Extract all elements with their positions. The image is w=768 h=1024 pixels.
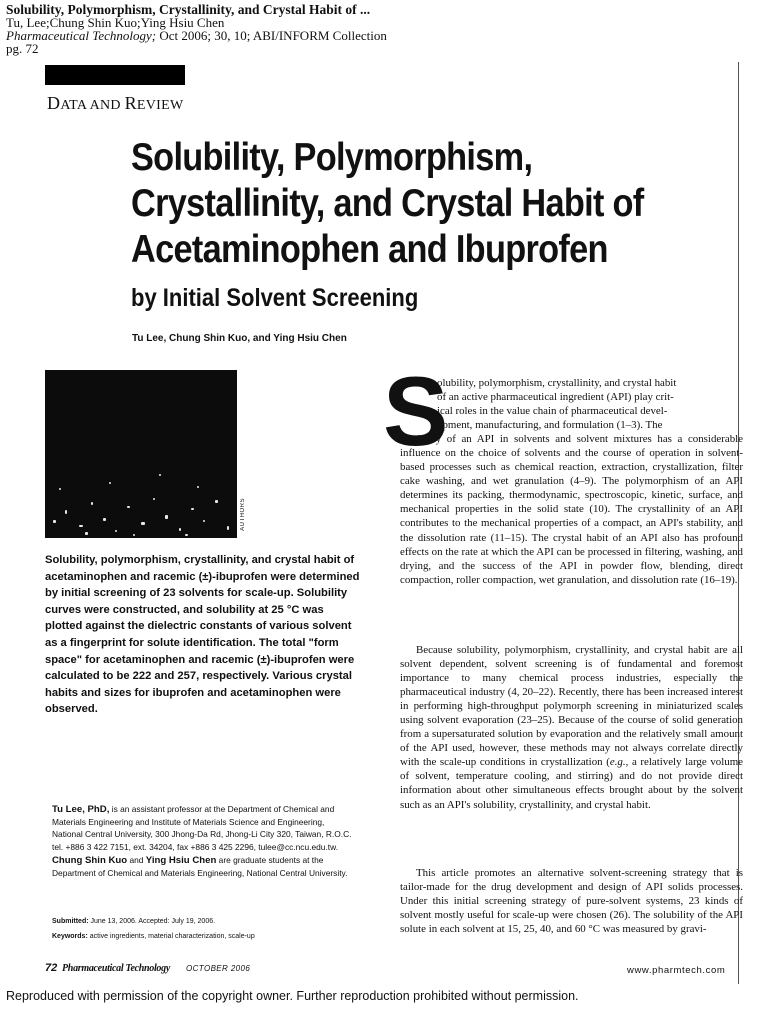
keywords-label: Keywords: <box>52 933 88 940</box>
body-paragraph-1 <box>400 376 743 587</box>
bio-lead-name: Tu Lee, PhD, <box>52 804 110 815</box>
article-byline: Tu Lee, Chung Shin Kuo, and Ying Hsiu Chen <box>132 333 347 344</box>
bio-coauthor-1: Chung Shin Kuo <box>52 854 128 866</box>
section-word-and: AND <box>86 98 125 113</box>
body-p1-line-2: of an active pharmaceutical ingredient (API) play crit- <box>437 391 674 404</box>
body-p1-line-3: ical roles in the value chain of pharmaceutical devel- <box>437 405 668 418</box>
dates-label: Submitted: <box>52 918 89 925</box>
article-abstract: Solubility, polymorphism, crystallinity, and crystal habit of acetaminophen and racemic (±)-ibuprofen were determined by initial screening of 23 solvents for scale-up. Solubility curves were constructed, and solubility at 25 °C was plotted against the dielectric constants of various solvent as a fingerprint for solute identification. The total "form space" for acetaminophen and racemic (±)-ibuprofen were calculated to be 222 and 257, respectively. Various crystal habits and sizes for ibuprofen and acetaminophen were observed. <box>45 554 360 716</box>
body-paragraph-2 <box>400 643 743 812</box>
bio-lead-text: is an assistant professor at the Department of Chemical and Materials Engineering and Institute of Materials Science and Engineering, National Central University, 300 Jhong-Da Rd, Jhong-Li City 320, Taiwan, R.O.C. tel. +886 3 422 7151, ext. 34204, fax +886 3 425 2296, tulee@cc.ncu.edu.tw. <box>52 804 352 852</box>
source-issue-info: Oct 2006; 30, 10; ABI/INFORM Collection <box>156 28 387 43</box>
title-line-3: Acetaminophen and Ibuprofen <box>131 228 608 271</box>
bio-coauthor-text: are graduate students at the Department of Chemical and Materials Engineering, National Central University. <box>52 854 348 879</box>
article-subtitle: by Initial Solvent Screening <box>131 284 419 312</box>
copyright-notice: Reproduced with permission of the copyright owner. Further reproduction prohibited without permission. <box>6 989 579 1003</box>
body-p1-rest: solubility of an API in solvents and solvent mixtures has a considerable influence on the choice of solvents and the course of operation in solvent-based processes such as chemical reaction, extraction, crystallization, filter cake washing, and wet granulation (4–9). The polymorphism of an API determines its packing, thermodynamic, spectroscopic, kinetic, surface, and mechanical properties in the solid state (10). The crystallinity of an API contributes to the mechanical properties of a compact, an API's stability, and the dissolution rate (11–15). The crystal habit of an API also has profound effects on the rate at which the API can be processed in filtering, washing, and drying, and the success of the API in powder flow, blending, direct compaction, roller compaction, wet granulation, and dissolution rate (16–19). <box>400 433 743 586</box>
section-letter-r: R <box>124 93 137 113</box>
section-word-ata: ATA <box>60 98 87 113</box>
photo-credit: AUTHORS <box>240 498 246 531</box>
footer-issue: OCTOBER 2006 <box>186 964 251 973</box>
footer-url: www.pharmtech.com <box>627 965 726 976</box>
body-paragraph-3: This article promotes an alternative solvent-screening strategy that is tailor-made for the drug development and design of API solids processes. Under this initial screening strategy of pure-solvent systems, 23 kinds of solvent mostly useful for scale-up were chosen (26). The solubility of the API solute in each solvent at 15, 25, 40, and 60 °C was measured by gravi- <box>400 867 743 936</box>
section-label <box>47 93 184 114</box>
redaction-bar <box>45 65 185 85</box>
bio-coauthor-2: Ying Hsiu Chen <box>145 854 217 866</box>
dates-text: June 13, 2006. Accepted: July 19, 2006. <box>88 918 216 925</box>
article-keywords <box>52 932 352 941</box>
submission-dates <box>52 917 352 926</box>
title-line-1: Solubility, Polymorphism, <box>131 136 533 179</box>
source-authors: Tu, Lee;Chung Shin Kuo;Ying Hsiu Chen <box>6 15 225 30</box>
source-journal-line <box>6 28 387 44</box>
keywords-text: active ingredients, material characterization, scale-up <box>87 933 255 940</box>
source-page: pg. 72 <box>6 41 39 56</box>
drop-cap: S <box>383 356 449 466</box>
section-word-eview: EVIEW <box>136 98 184 113</box>
source-journal-name: Pharmaceutical Technology; <box>6 28 157 43</box>
body-p1-line-1: olubility, polymorphism, crystallinity, and crystal habit <box>437 377 677 389</box>
section-letter-d: D <box>47 93 61 113</box>
bio-and: and <box>127 854 146 865</box>
source-article-title: Solubility, Polymorphism, Crystallinity, and Crystal Habit of ... <box>6 2 371 17</box>
body-p2-before: Because solubility, polymorphism, crystallinity, and crystal habit are all solvent dependent, solvent screening is of fundamental and foremost importance to many chemical process industries, especially the pharmaceutical industry (4, 20–22). Recently, there has been increased interest in performing high-throughput polymorph screening in miniaturized scales using solvent evaporation (23–25). Because of the course of solid generation from a supersaturated solution by evaporation and the relatively small amount of the API used, however, these methods may not always correlate directly with the scale-up conditions in crystallization ( <box>400 644 743 769</box>
author-bio <box>52 803 352 879</box>
body-p2-eg: e.g. <box>609 756 626 769</box>
footer-magazine-name: Pharmaceutical Technology <box>62 963 170 974</box>
title-line-2: Crystallinity, and Crystal Habit of <box>131 182 644 225</box>
body-p1-line-4: opment, manufacturing, and formulation (1–3). The <box>437 419 663 432</box>
article-title <box>131 135 677 273</box>
body-p2-after: , a relatively large volume of solvent, temperature cooling, and stirring) and do not provide direct information about other simultaneous effects brought about by the solvent such as an API's solubility, crystallinity, and crystal habit. <box>400 756 743 811</box>
footer-page-number: 72 <box>45 962 58 974</box>
crystal-photo <box>45 370 237 538</box>
